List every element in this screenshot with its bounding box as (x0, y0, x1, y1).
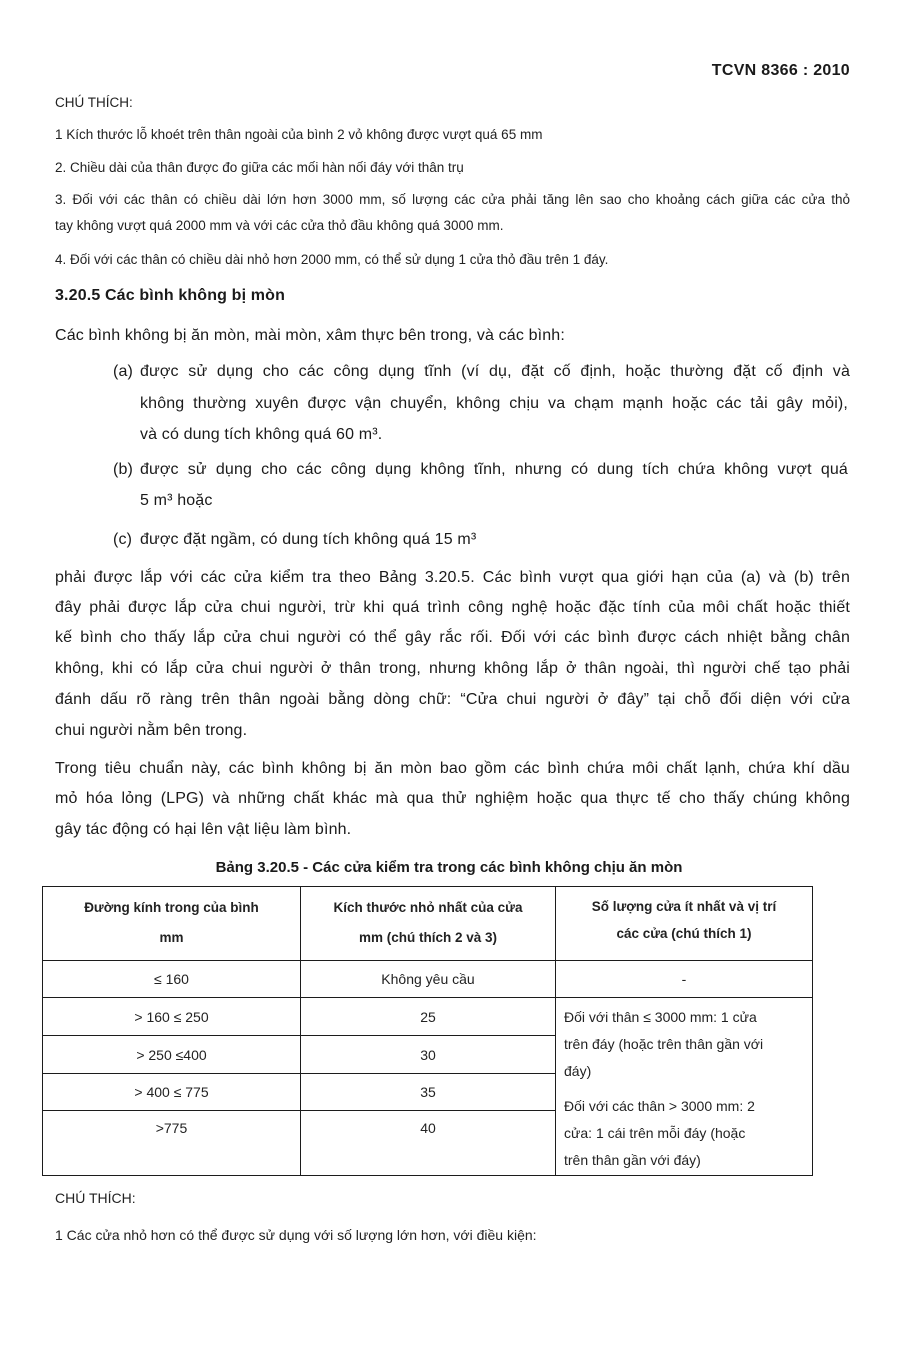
table-cell-min-size: 30 (301, 1036, 556, 1074)
table-cell-diameter: ≤ 160 (43, 961, 301, 998)
notes-title: CHÚ THÍCH: (55, 95, 133, 110)
paragraph-line: mỏ hóa lỏng (LPG) và những chất khác mà qua thử nghiệm hoặc qua thực tế cho thấy chúng không (55, 790, 850, 807)
condition-line: được sử dụng cho các công dụng tĩnh (ví dụ, đặt cố định, hoặc thường đặt cố định và (140, 363, 850, 380)
paragraph-line: không, khi có lắp cửa chui người ở thân trong, nhưng không lắp ở thân ngoài, thì người chế tạo phải (55, 660, 850, 677)
section-intro: Các bình không bị ăn mòn, mài mòn, xâm thực bên trong, và các bình: (55, 327, 565, 344)
header-cell-count-position (556, 887, 813, 961)
table-cell-diameter: >775 (43, 1111, 301, 1176)
condition-label: (b) (113, 461, 134, 478)
paragraph-line: đánh dấu rõ ràng trên thân ngoài bằng dòng chữ: “Cửa chui người ở đây” tại chỗ đối diện với cửa (55, 691, 850, 708)
table-cell-min-size: 35 (301, 1074, 556, 1111)
standard-code: TCVN 8366 : 2010 (711, 62, 850, 79)
paragraph-line: gây tác động có hại lên vật liệu làm bình. (55, 821, 352, 838)
paragraph-line: phải được lắp với các cửa kiểm tra theo Bảng 3.20.5. Các bình vượt qua giới hạn của (a) và (b) trên (55, 569, 850, 586)
header-line: các cửa (chú thích 1) (616, 926, 752, 941)
merged-line: cửa: 1 cái trên mỗi đáy (hoặc (564, 1125, 746, 1141)
section-heading: 3.20.5 Các bình không bị mòn (55, 287, 286, 304)
paragraph-line: đây phải được lắp cửa chui người, trừ khi quá trình công nghệ hoặc đặc tính của môi chất hoặc thiết (55, 599, 850, 616)
table-caption: Bảng 3.20.5 - Các cửa kiểm tra trong các bình không chịu ăn mòn (215, 859, 683, 876)
table-cell-diameter: > 160 ≤ 250 (43, 998, 301, 1036)
merged-line: trên đáy (hoặc trên thân gần với (564, 1036, 764, 1052)
inspection-openings-table (42, 886, 813, 1176)
merged-line: đáy) (564, 1063, 592, 1079)
note-line: 1 Các cửa nhỏ hơn có thể được sử dụng với số lượng lớn hơn, với điều kiện: (55, 1227, 537, 1243)
header-line: Đường kính trong của bình (84, 900, 259, 915)
table-row (43, 961, 813, 998)
condition-line: được sử dụng cho các công dụng không tĩnh, nhưng có dung tích chứa không vượt quá (140, 461, 848, 478)
paragraph-line: kế bình cho thấy lắp cửa chui người có thể gây rắc rối. Đối với các bình được cách nhiệt bằng chân (55, 629, 850, 646)
condition-label: (a) (113, 363, 134, 380)
merged-line: Đối với thân ≤ 3000 mm: 1 cửa (564, 1009, 757, 1025)
table-cell-min-size: Không yêu cầu (301, 961, 556, 998)
note-line: 3. Đối với các thân có chiều dài lớn hơn 3000 mm, số lượng các cửa phải tăng lên sao cho khoảng cách giữa các cửa thỏ (55, 192, 850, 207)
merged-line: Đối với các thân > 3000 mm: 2 (564, 1098, 755, 1114)
note-line: 4. Đối với các thân có chiều dài nhỏ hơn 2000 mm, có thể sử dụng 1 cửa thỏ đầu trên 1 đáy. (55, 252, 609, 267)
table-cell-diameter: > 400 ≤ 775 (43, 1074, 301, 1111)
paragraph-line: chui người nằm bên trong. (55, 722, 248, 739)
note-line: 1 Kích thước lỗ khoét trên thân ngoài của bình 2 vỏ không được vượt quá 65 mm (55, 127, 543, 142)
condition-line: không thường xuyên được vận chuyển, không chịu va chạm mạnh hoặc các tải gây mỏi), (140, 395, 848, 412)
condition-line: được đặt ngầm, có dung tích không quá 15 m³ (140, 531, 477, 548)
note-line: tay không vượt quá 2000 mm và với các cửa thỏ đầu không quá 3000 mm. (55, 218, 504, 233)
notes-title: CHÚ THÍCH: (55, 1190, 136, 1206)
table-cell-diameter: > 250 ≤400 (43, 1036, 301, 1074)
table-header-row (43, 887, 813, 961)
header-cell-min-size (301, 887, 556, 961)
header-cell-diameter (43, 887, 301, 961)
header-line: Kích thước nhỏ nhất của cửa (333, 900, 523, 915)
table-cell-count-position: - (556, 961, 813, 998)
condition-label: (c) (113, 531, 133, 548)
header-line: Số lượng cửa ít nhất và vị trí (591, 899, 777, 914)
header-line: mm (chú thích 2 và 3) (358, 930, 498, 945)
paragraph-line: Trong tiêu chuẩn này, các bình không bị ăn mòn bao gồm các bình chứa môi chất lạnh, chứa khí dầu (55, 760, 850, 777)
condition-line: và có dung tích không quá 60 m³. (140, 426, 383, 443)
table-row (43, 998, 813, 1036)
header-line: mm (159, 930, 184, 945)
merged-line: trên thân gần với đáy) (564, 1152, 701, 1168)
table-cell-count-position-merged (556, 998, 813, 1176)
condition-line: 5 m³ hoặc (140, 492, 213, 509)
table-cell-min-size: 40 (301, 1111, 556, 1176)
note-line: 2. Chiều dài của thân được đo giữa các mối hàn nối đáy với thân trụ (55, 160, 464, 175)
table-cell-min-size: 25 (301, 998, 556, 1036)
